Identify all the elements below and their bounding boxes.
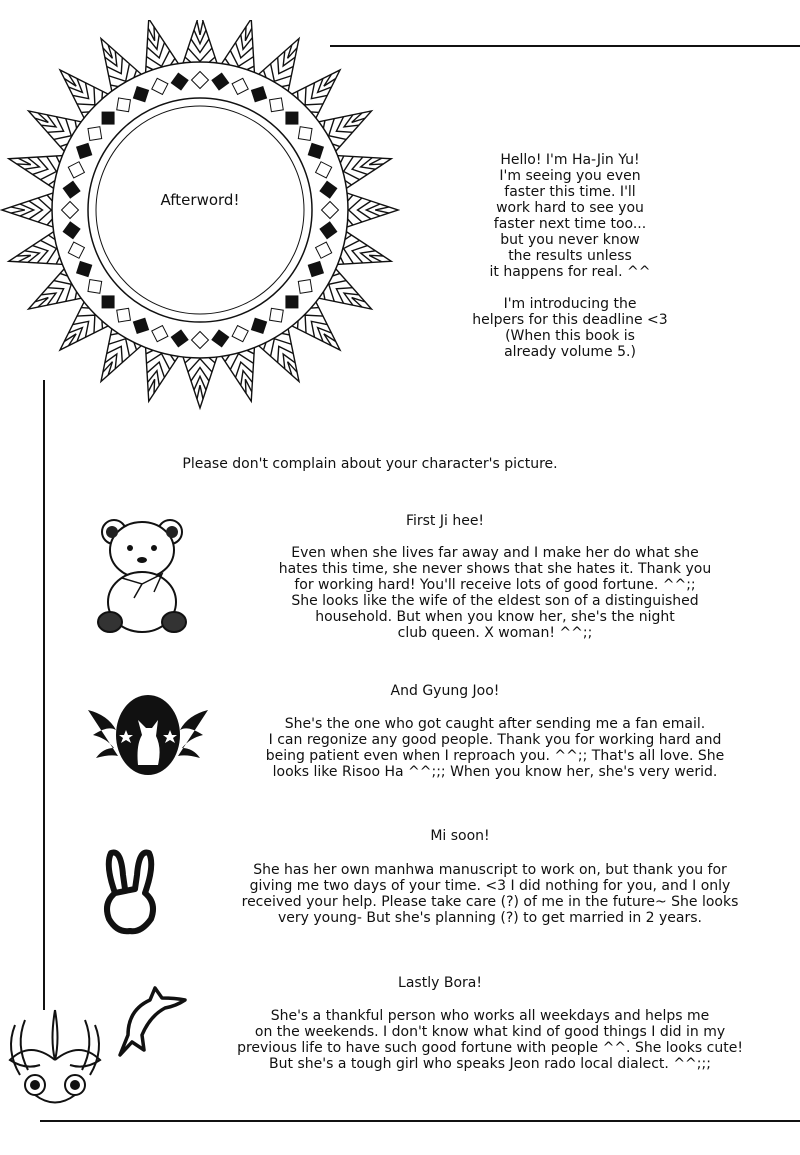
helper-text-line: received your help. Please take care (?) of me in the future~ She looks [241, 894, 739, 910]
sun-ray [2, 192, 56, 228]
helper-text-line: hates this time, she never shows that she hates it. Thank you [278, 561, 712, 577]
intro-line: faster this time. I'll [504, 184, 636, 200]
intro-line: the results unless [508, 248, 632, 264]
helper-name-ji-hee: First Ji hee! [405, 513, 485, 529]
bunny-icon [95, 845, 165, 935]
helper-text-line: very young- But she's planning (?) to get married in 2 years. [278, 910, 702, 926]
helper-name-gyung-joo: And Gyung Joo! [390, 683, 500, 699]
helper-text-mi-soon [185, 862, 795, 926]
ring-diamond [102, 296, 114, 308]
ring-diamond [270, 98, 284, 112]
intro-line: I'm seeing you even [499, 168, 641, 184]
helper-text-line: household. But when you know her, she's the night [315, 609, 675, 625]
dolphin-icon [110, 980, 190, 1060]
ring-diamond [298, 127, 312, 141]
helper-text-line: club queen. X woman! ^^;; [397, 625, 593, 641]
sun-medallion-decoration [0, 20, 400, 420]
helper-text-line: She has her own manhwa manuscript to work on, but thank you for [253, 862, 727, 878]
helper-text-ji-hee [220, 545, 770, 641]
ring-diamond [102, 112, 114, 124]
ring-diamond [117, 98, 131, 112]
ring-diamond [117, 308, 131, 322]
helper-text-line: She looks like the wife of the eldest son of a distinguished [291, 593, 699, 609]
intro-line: faster next time too... [493, 216, 647, 232]
intro-paragraph-2 [440, 296, 700, 360]
disclaimer-text: Please don't complain about your character's picture. [182, 456, 558, 472]
intro-line: helpers for this deadline <3 [472, 312, 668, 328]
helper-text-line: previous life to have such good fortune with people ^^. She looks cute! [237, 1040, 743, 1056]
cat-emblem-icon [88, 690, 208, 780]
helper-text-line: But she's a tough girl who speaks Jeon rado local dialect. ^^;;; [269, 1056, 711, 1072]
ring-diamond [88, 127, 102, 141]
sun-ray [182, 354, 218, 408]
ring-diamond [270, 308, 284, 322]
helper-text-line: looks like Risoo Ha ^^;;; When you know her, she's very werid. [272, 764, 718, 780]
ring-diamond [286, 112, 298, 124]
teddy-bear-icon [92, 510, 192, 640]
helper-text-line: for working hard! You'll receive lots of good fortune. ^^;; [294, 577, 696, 593]
helper-text-line: She's the one who got caught after sending me a fan email. [284, 716, 706, 732]
helper-text-bora [200, 1008, 780, 1072]
helper-name-mi-soon: Mi soon! [430, 828, 490, 844]
helper-text-gyung-joo [220, 716, 770, 780]
afterword-title: Afterword! [160, 191, 240, 209]
helper-text-line: being patient even when I reproach you. ^^;; That's all love. She [265, 748, 725, 764]
helper-text-line: Even when she lives far away and I make her do what she [291, 545, 699, 561]
helper-name-bora: Lastly Bora! [398, 975, 482, 991]
floral-ornament-decoration [0, 1000, 110, 1120]
ring-diamond [298, 280, 312, 294]
frame-top-line [330, 45, 800, 47]
helper-text-line: I can regonize any good people. Thank you for working hard and [268, 732, 722, 748]
frame-left-line [43, 380, 45, 1010]
intro-line: but you never know [500, 232, 640, 248]
helper-text-line: giving me two days of your time. <3 I did nothing for you, and I only [249, 878, 731, 894]
intro-line: it happens for real. ^^ [489, 264, 651, 280]
intro-paragraph-1 [440, 152, 700, 280]
intro-line: (When this book is [505, 328, 635, 344]
ring-diamond [88, 280, 102, 294]
frame-bottom-line [40, 1120, 800, 1122]
intro-line: Hello! I'm Ha-Jin Yu! [500, 152, 640, 168]
helper-text-line: She's a thankful person who works all weekdays and helps me [270, 1008, 710, 1024]
intro-line: already volume 5.) [504, 344, 636, 360]
intro-line: I'm introducing the [503, 296, 637, 312]
sun-ray [344, 192, 398, 228]
ring-diamond [286, 296, 298, 308]
intro-text [440, 152, 700, 360]
intro-line: work hard to see you [496, 200, 644, 216]
helper-text-line: on the weekends. I don't know what kind of good things I did in my [254, 1024, 726, 1040]
